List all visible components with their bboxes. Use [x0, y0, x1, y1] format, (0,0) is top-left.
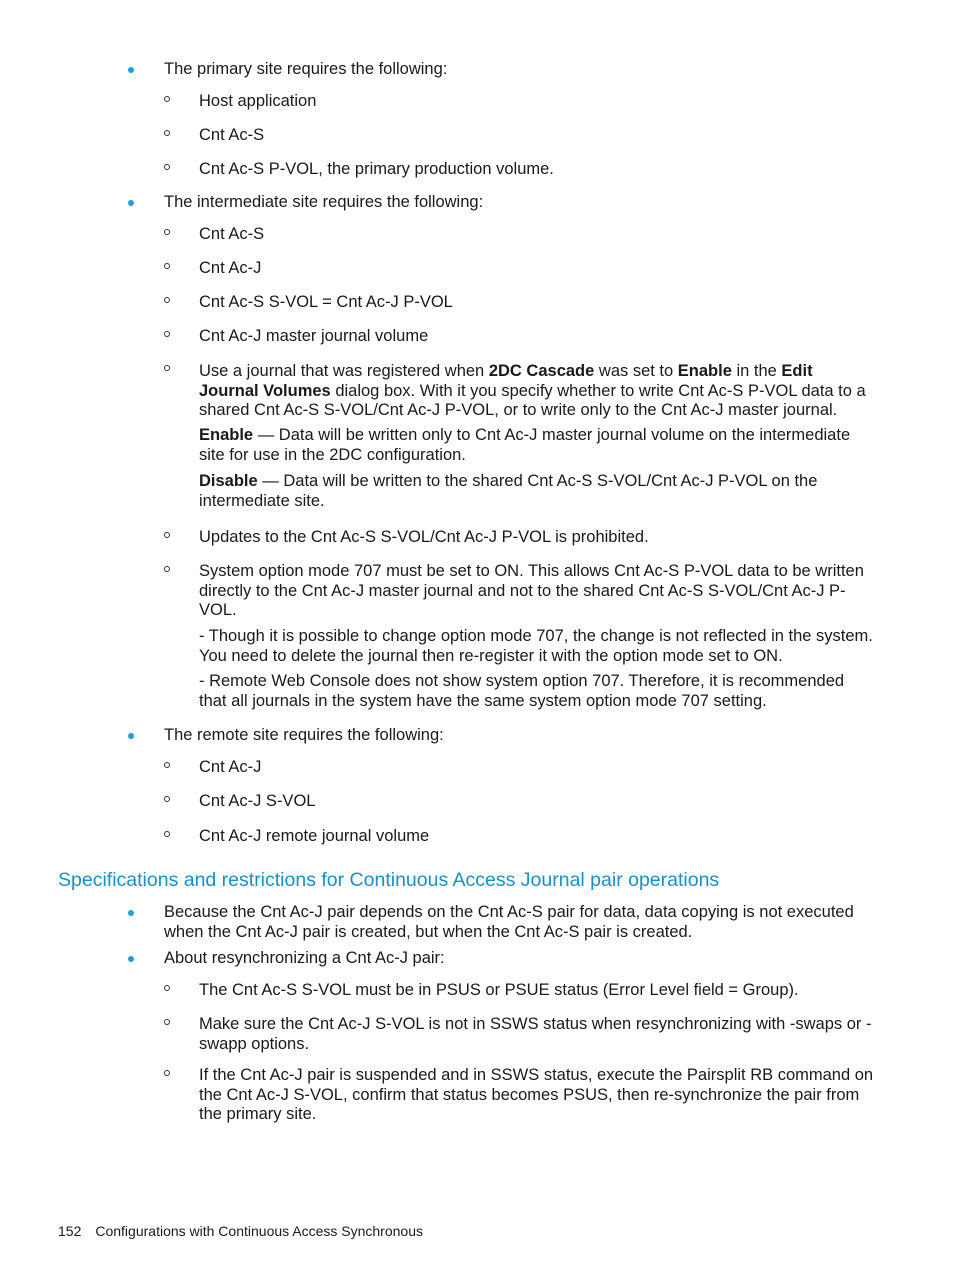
list-item: Cnt Ac-J remote journal volume: [199, 827, 430, 845]
bold-term: Enable: [677, 362, 732, 380]
bullet-icon: [128, 67, 134, 73]
list-item: Cnt Ac-S P-VOL, the primary production volume.: [199, 160, 554, 178]
bullet-icon: [128, 910, 134, 916]
bold-term: Disable: [199, 472, 258, 490]
sub-bullet-icon: [164, 762, 170, 768]
sub-bullet-icon: [164, 831, 170, 837]
enable-paragraph: [199, 426, 874, 465]
sub-bullet-icon: [164, 297, 170, 303]
sub-bullet-icon: [164, 985, 170, 991]
list-item: Make sure the Cnt Ac-J S-VOL is not in SSWS status when resynchronizing with -swaps or -swapp options.: [199, 1015, 872, 1053]
intermediate-site-intro: The intermediate site requires the following:: [164, 193, 484, 211]
list-item: Because the Cnt Ac-J pair depends on the Cnt Ac-S pair for data, data copying is not executed when the Cnt Ac-J pair is created, but when the Cnt Ac-S pair is created.: [164, 903, 854, 941]
sub-bullet-icon: [164, 532, 170, 538]
text-run: Use a journal that was registered when: [199, 362, 489, 380]
bullet-icon: [128, 733, 134, 739]
bullet-icon: [128, 956, 134, 962]
list-item: Updates to the Cnt Ac-S S-VOL/Cnt Ac-J P-VOL is prohibited.: [199, 528, 649, 546]
remote-site-intro: The remote site requires the following:: [164, 726, 444, 744]
footer-title: Configurations with Continuous Access Synchronous: [95, 1223, 423, 1239]
list-item: Cnt Ac-J S-VOL: [199, 792, 316, 810]
list-item: Host application: [199, 92, 317, 110]
page-footer: [58, 1223, 423, 1240]
list-item: The Cnt Ac-S S-VOL must be in PSUS or PSUE status (Error Level field = Group).: [199, 981, 799, 999]
list-item: If the Cnt Ac-J pair is suspended and in SSWS status, execute the Pairsplit RB command on the Cnt Ac-J S-VOL, confirm that status becomes PSUS, then re-synchronize the pair from the primary site.: [199, 1066, 874, 1123]
list-item: Cnt Ac-S: [199, 126, 265, 144]
bold-term: Enable: [199, 426, 254, 444]
note-paragraph: - Remote Web Console does not show system option 707. Therefore, it is recommended that all journals in the system have the same system option mode 707 setting.: [199, 672, 845, 710]
list-item: Cnt Ac-S S-VOL = Cnt Ac-J P-VOL: [199, 293, 453, 311]
text-run: in the: [731, 362, 782, 380]
section-heading: Specifications and restrictions for Continuous Access Journal pair operations: [58, 869, 720, 891]
list-item: Cnt Ac-J: [199, 758, 262, 776]
list-item: About resynchronizing a Cnt Ac-J pair:: [164, 949, 445, 967]
bold-term: Edit Journal Volumes: [199, 362, 813, 400]
sub-bullet-icon: [164, 164, 170, 170]
page-number: 152: [58, 1223, 82, 1239]
note-paragraph: - Though it is possible to change option mode 707, the change is not reflected in the system. You need to delete the journal then re-register it with the option mode set to ON.: [199, 627, 873, 665]
bullet-icon: [128, 200, 134, 206]
bold-term: 2DC Cascade: [488, 362, 595, 380]
journal-paragraph: [199, 362, 874, 421]
list-item: Cnt Ac-J: [199, 259, 262, 277]
sub-bullet-icon: [164, 796, 170, 802]
disable-paragraph: [199, 472, 874, 511]
text-run: dialog box. With it you specify whether to write Cnt Ac-S P-VOL data to a shared Cnt Ac-S S-VOL/Cnt Ac-J P-VOL, or to write only to the Cnt Ac-J master journal.: [199, 381, 866, 419]
list-item: System option mode 707 must be set to ON. This allows Cnt Ac-S P-VOL data to be written directly to the Cnt Ac-J master journal and not to the shared Cnt Ac-S S-VOL/Cnt Ac-J P-VOL.: [199, 562, 864, 619]
text-run: was set to: [594, 362, 678, 380]
sub-bullet-icon: [164, 566, 170, 572]
text-run: — Data will be written only to Cnt Ac-J master journal volume on the intermediate site for use in the 2DC configuration.: [199, 426, 851, 464]
list-item: Cnt Ac-S: [199, 225, 265, 243]
text-run: — Data will be written to the shared Cnt Ac-S S-VOL/Cnt Ac-J P-VOL on the intermediate site.: [199, 472, 818, 510]
sub-bullet-icon: [164, 1070, 170, 1076]
primary-site-intro: The primary site requires the following:: [164, 60, 448, 78]
sub-bullet-icon: [164, 331, 170, 337]
sub-bullet-icon: [164, 229, 170, 235]
sub-bullet-icon: [164, 1019, 170, 1025]
list-item: Cnt Ac-J master journal volume: [199, 327, 429, 345]
sub-bullet-icon: [164, 263, 170, 269]
sub-bullet-icon: [164, 365, 170, 371]
sub-bullet-icon: [164, 96, 170, 102]
sub-bullet-icon: [164, 130, 170, 136]
